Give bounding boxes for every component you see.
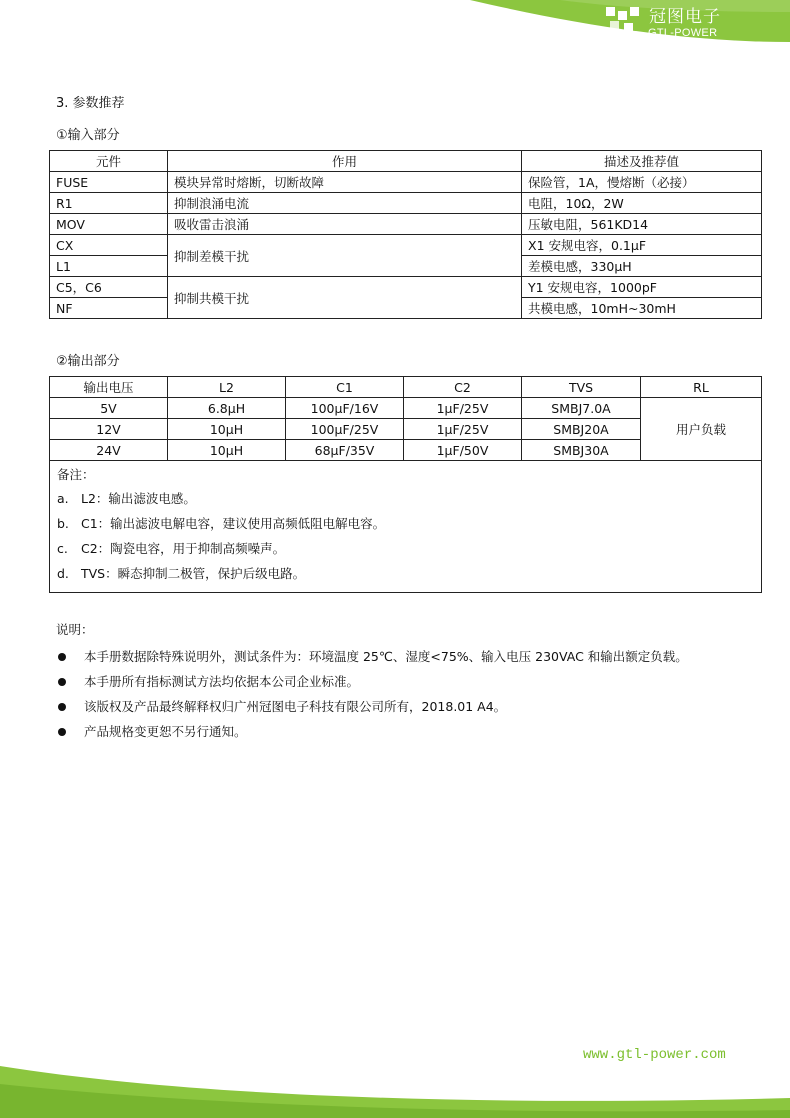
table-header-cell: L2 [168, 377, 286, 398]
function-cell: 吸收雷击浪涌 [168, 214, 522, 235]
tvs-cell: SMBJ7.0A [522, 398, 641, 419]
voltage-cell: 12V [50, 419, 168, 440]
c2-cell: 1μF/25V [404, 398, 522, 419]
remarks-section [56, 620, 688, 744]
value-cell: X1 安规电容，0.1μF [522, 235, 762, 256]
notes-cell [50, 461, 762, 593]
note-text: TVS：瞬态抑制二极管，保护后级电路。 [81, 566, 306, 581]
remark-text: 产品规格变更恕不另行通知。 [84, 724, 247, 739]
value-cell: Y1 安规电容，1000pF [522, 277, 762, 298]
remark-item [56, 669, 688, 694]
table-row [50, 172, 762, 193]
table-header-cell: 描述及推荐值 [522, 151, 762, 172]
function-cell: 抑制差模干扰 [168, 235, 522, 277]
table-header-cell: C1 [286, 377, 404, 398]
tvs-cell: SMBJ20A [522, 419, 641, 440]
remark-text: 本手册数据除特殊说明外，测试条件为：环境温度 25℃、湿度<75%、输入电压 230VAC 和输出额定负载。 [84, 649, 688, 664]
section-title: 3. 参数推荐 [56, 96, 125, 111]
component-cell: NF [50, 298, 168, 319]
bullet-icon [58, 653, 66, 661]
input-parameter-table [49, 150, 762, 319]
brand-subtitle: GTL-POWER [648, 27, 718, 39]
bullet-icon [58, 703, 66, 711]
rl-cell: 用户负载 [641, 398, 762, 461]
note-marker: b. [57, 516, 69, 531]
component-cell: FUSE [50, 172, 168, 193]
logo-squares-icon [604, 5, 644, 43]
table-header-row [50, 151, 762, 172]
table-row [50, 235, 762, 256]
note-item [57, 536, 754, 561]
c1-cell: 68μF/35V [286, 440, 404, 461]
table-row [50, 193, 762, 214]
remark-item [56, 694, 688, 719]
value-cell: 压敏电阻，561KD14 [522, 214, 762, 235]
bullet-icon [58, 728, 66, 736]
notes-title: 备注： [57, 467, 95, 482]
table-header-cell: C2 [404, 377, 522, 398]
l2-cell: 6.8μH [168, 398, 286, 419]
c2-cell: 1μF/50V [404, 440, 522, 461]
function-cell: 抑制共模干扰 [168, 277, 522, 319]
note-text: L2：输出滤波电感。 [81, 491, 196, 506]
value-cell: 共模电感，10mH~30mH [522, 298, 762, 319]
l2-cell: 10μH [168, 440, 286, 461]
component-cell: R1 [50, 193, 168, 214]
remark-text: 该版权及产品最终解释权归广州冠图电子科技有限公司所有，2018.01 A4。 [84, 699, 507, 714]
output-parameter-table [49, 376, 762, 593]
table-row [50, 277, 762, 298]
c2-cell: 1μF/25V [404, 419, 522, 440]
website-link[interactable]: www.gtl-power.com [583, 1047, 726, 1063]
output-part-title: ②输出部分 [56, 354, 120, 369]
table-header-cell: 作用 [168, 151, 522, 172]
component-cell: L1 [50, 256, 168, 277]
value-cell: 差模电感，330μH [522, 256, 762, 277]
note-item [57, 486, 754, 511]
table-row [50, 214, 762, 235]
table-header-cell: TVS [522, 377, 641, 398]
note-item [57, 511, 754, 536]
table-header-cell: 元件 [50, 151, 168, 172]
table-row [50, 398, 762, 419]
function-cell: 抑制浪涌电流 [168, 193, 522, 214]
note-marker: d. [57, 566, 69, 581]
voltage-cell: 5V [50, 398, 168, 419]
function-cell: 模块异常时熔断，切断故障 [168, 172, 522, 193]
note-item [57, 561, 754, 586]
l2-cell: 10μH [168, 419, 286, 440]
company-logo [604, 5, 724, 45]
notes-row [50, 461, 762, 593]
footer-swoosh [0, 1058, 790, 1118]
remarks-title: 说明： [56, 622, 94, 637]
note-text: C1：输出滤波电解电容，建议使用高频低阻电解电容。 [81, 516, 386, 531]
value-cell: 电阻，10Ω，2W [522, 193, 762, 214]
note-text: C2：陶瓷电容，用于抑制高频噪声。 [81, 541, 286, 556]
component-cell: C5，C6 [50, 277, 168, 298]
remark-item [56, 644, 688, 669]
input-part-title: ①输入部分 [56, 128, 120, 143]
note-marker: c. [57, 541, 68, 556]
table-header-row [50, 377, 762, 398]
tvs-cell: SMBJ30A [522, 440, 641, 461]
c1-cell: 100μF/25V [286, 419, 404, 440]
remark-text: 本手册所有指标测试方法均依据本公司企业标准。 [84, 674, 360, 689]
voltage-cell: 24V [50, 440, 168, 461]
bullet-icon [58, 678, 66, 686]
brand-name: 冠图电子 [649, 7, 721, 27]
component-cell: CX [50, 235, 168, 256]
table-header-cell: RL [641, 377, 762, 398]
value-cell: 保险管，1A，慢熔断（必接） [522, 172, 762, 193]
table-header-cell: 输出电压 [50, 377, 168, 398]
note-marker: a. [57, 491, 69, 506]
c1-cell: 100μF/16V [286, 398, 404, 419]
component-cell: MOV [50, 214, 168, 235]
remark-item [56, 719, 688, 744]
